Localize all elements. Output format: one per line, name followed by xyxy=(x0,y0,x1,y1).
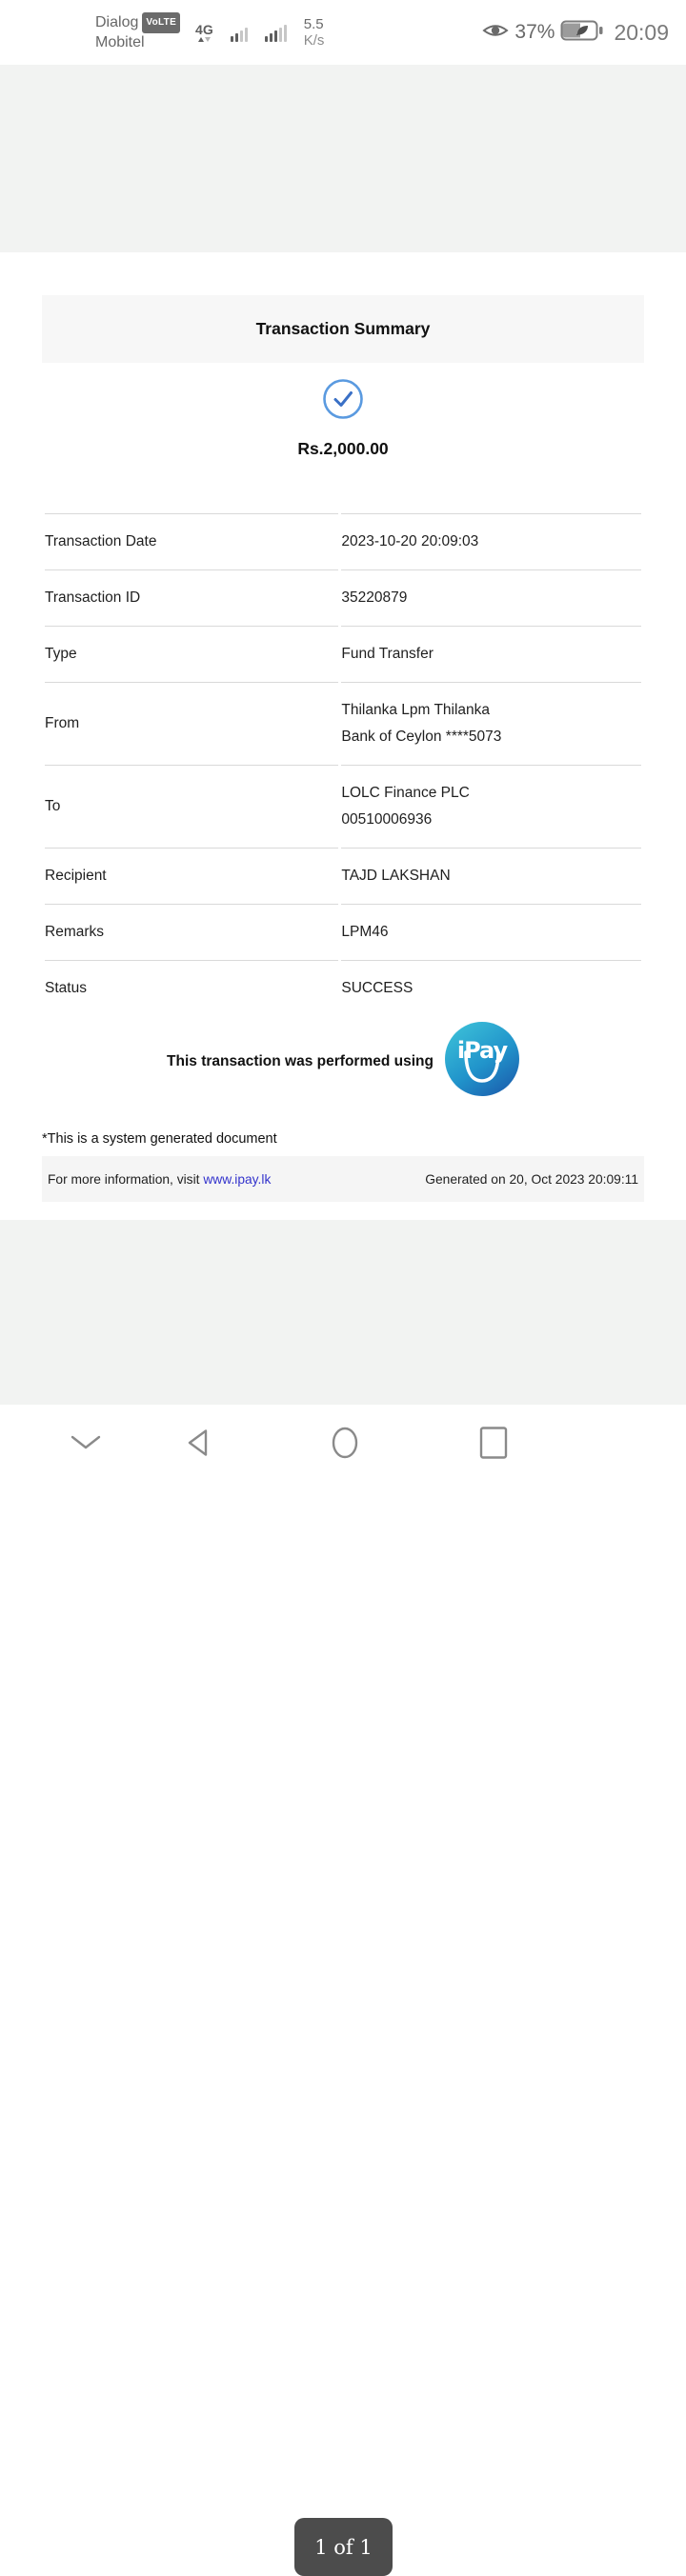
document-page xyxy=(0,252,686,1220)
table-row xyxy=(45,904,641,960)
speed-value: 5.5 xyxy=(303,16,324,32)
back-button[interactable] xyxy=(159,1405,235,1486)
row-value: 35220879 xyxy=(341,569,641,626)
home-button[interactable] xyxy=(307,1405,383,1486)
document-footer-bar xyxy=(42,1156,644,1202)
battery-percent: 37% xyxy=(514,21,555,43)
row-value: TAJD LAKSHAN xyxy=(341,848,641,904)
table-row xyxy=(45,960,641,1016)
viewer-background-top xyxy=(0,65,686,252)
table-row xyxy=(45,626,641,682)
row-value: Fund Transfer xyxy=(341,626,641,682)
table-row xyxy=(45,848,641,904)
speed-unit: K/s xyxy=(303,32,325,49)
row-value: LOLC Finance PLC 00510006936 xyxy=(341,765,641,848)
battery-saver-icon xyxy=(560,19,604,47)
row-label: To xyxy=(45,765,338,848)
footer-info-prefix: For more information, visit xyxy=(48,1171,204,1187)
clock-time: 20:09 xyxy=(614,19,669,45)
table-row xyxy=(45,765,641,848)
table-row xyxy=(45,513,641,569)
navigation-bar xyxy=(0,1405,686,1486)
signal-bars-icon-sim2 xyxy=(265,24,287,42)
row-label: From xyxy=(45,682,338,765)
generated-timestamp: Generated on 20, Oct 2023 20:09:11 xyxy=(425,1171,638,1187)
row-label: Status xyxy=(45,960,338,1016)
row-value: Thilanka Lpm Thilanka Bank of Ceylon ****5073 xyxy=(341,682,641,765)
row-value: SUCCESS xyxy=(341,960,641,1016)
viewer-background-bottom xyxy=(0,1220,686,2559)
hide-navbar-button[interactable] xyxy=(48,1405,124,1486)
home-circle-icon xyxy=(331,1426,359,1465)
document-title-bar xyxy=(42,295,644,363)
row-label: Remarks xyxy=(45,904,338,960)
row-value: LPM46 xyxy=(341,904,641,960)
status-bar xyxy=(0,0,686,65)
chevron-down-icon xyxy=(70,1434,102,1456)
performed-using-text: This transaction was performed using xyxy=(167,1052,434,1069)
ipay-website-link[interactable]: www.ipay.lk xyxy=(203,1171,272,1187)
carrier-name-2: Mobitel xyxy=(95,34,145,50)
success-check-icon xyxy=(322,378,364,425)
ipay-logo-icon xyxy=(445,1022,519,1101)
recents-button[interactable] xyxy=(455,1405,532,1486)
table-row xyxy=(45,682,641,765)
footer-info xyxy=(48,1172,271,1187)
row-label: Transaction ID xyxy=(45,569,338,626)
row-label: Type xyxy=(45,626,338,682)
signal-bars-icon-sim1 xyxy=(231,24,248,42)
system-note: *This is a system generated document xyxy=(42,1131,277,1147)
transaction-table xyxy=(42,513,644,1016)
svg-text:iPay: iPay xyxy=(456,1037,508,1064)
eye-comfort-icon xyxy=(482,21,509,45)
table-row xyxy=(45,569,641,626)
carrier-name-1: Dialog xyxy=(95,14,139,30)
performed-using-row xyxy=(42,1022,644,1101)
row-value: 2023-10-20 20:09:03 xyxy=(341,513,641,569)
network-speed xyxy=(304,16,325,49)
transaction-amount: Rs.2,000.00 xyxy=(297,439,389,458)
row-label: Recipient xyxy=(45,848,338,904)
page-indicator: 1 of 1 xyxy=(294,2518,393,2576)
network-type-icon: 4G xyxy=(195,24,213,42)
back-triangle-icon xyxy=(185,1428,210,1463)
row-label: Transaction Date xyxy=(45,513,338,569)
page-title: Transaction Summary xyxy=(255,319,431,338)
carrier-block xyxy=(95,12,180,52)
recents-square-icon xyxy=(479,1426,508,1465)
volte-badge: VoLTE xyxy=(142,12,180,33)
